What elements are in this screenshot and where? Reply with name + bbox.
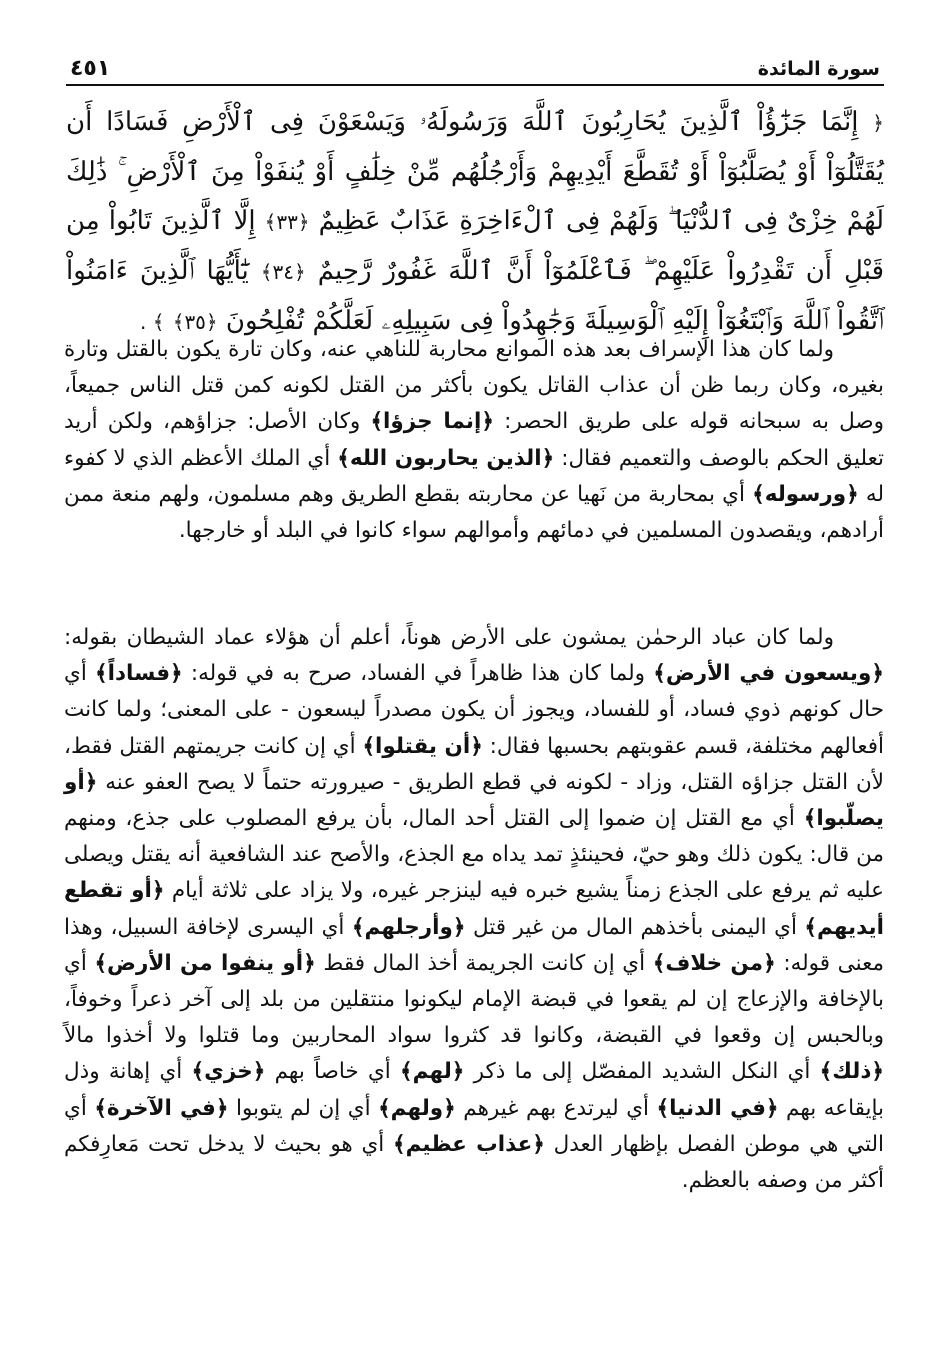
text-segment: أي مع القتل إن ضموا إلى القتل أحد المال، بأن يرفع المصلوب على جذع، ومنهم من قال: يكون ذلك وهو حيّ، فحينئذٍ تمد يداه مع الجذع، والأصح عند الشافعية أنه يقتل ويصلى عليه ثم يرفع على الجذع زمناً يشيع خبره فيه لينزجر غيره، ولا يزاد على ثلاثة أيام — [64, 806, 884, 904]
tafsir-paragraph-1 — [64, 332, 884, 549]
verse-open-bracket: ﴿ — [872, 111, 884, 135]
quote: ﴿في الدنيا﴾ — [656, 1095, 779, 1121]
text-segment: أي إهانة وذل بإيقاعه بهم — [64, 1059, 885, 1121]
text-segment: ولما كان هذا الإسراف بعد هذه الموانع محاربة للناهي عنه، وكان تارة يكون بالقتل وتارة بغيره، وكان ربما ظن أن عذاب القاتل يكون بأكثر من القتل لكونه كمن قتل الناس جميعاً، وصل به سبحانه قوله على طريق الحصر: — [64, 337, 884, 435]
text-segment: أي بالإخافة والإزعاج إن لم يقعوا في قبضة الإمام ليكونوا منتقلين من بلد إلى آخر ذعراً وخوفاً، وبالحبس إن وقعوا في القبضة، وكانوا قد كثروا سواد المحاربين وما قتلوا ولا أخذوا مالاً — [64, 950, 884, 1049]
quote: ﴿ذلك﴾ — [819, 1059, 884, 1085]
page-number: ٤٥١ — [70, 56, 111, 81]
text-segment: ولما كان عباد الرحمٰن يمشون على الأرض هوناً، أعلم أن هؤلاء عماد الشيطان بقوله: — [64, 625, 834, 650]
quote: ﴿خزي﴾ — [191, 1059, 266, 1085]
verse-33-number: ﴿٣٣﴾ — [264, 210, 310, 234]
text-segment: أي خاصاً بهم — [274, 1059, 391, 1085]
header-rule — [66, 84, 884, 86]
text-segment: أي حال كونهم ذوي فساد، أو للفساد، ويجوز أن يكون مصدراً ليسعون - على المعنى؛ ولما كانت أفعالهم مختلفة، قسم عقوبتهم بحسبها فقال: — [64, 661, 884, 759]
verse-35-number: ﴿٣٥﴾ — [172, 310, 218, 334]
text-segment: أي إن كانت الجريمة أخذ المال فقط — [323, 950, 646, 976]
text-segment: أي إن لم يتوبوا — [235, 1095, 371, 1121]
sura-name: سورة المائدة — [757, 58, 880, 80]
quote: ﴿ورسوله﴾ — [752, 481, 859, 507]
text-segment: ولما كان هذا ظاهراً في الفساد، صرح به في قوله: — [190, 661, 646, 687]
text-segment: وكان الأصل: جزاؤهم، ولكن أريد تعليق الحكم بالوصف والتعميم فقال: — [64, 409, 884, 471]
text-segment: أي التي هي موطن الفصل بإظهار العدل — [64, 1095, 884, 1157]
verse-34-text: إِلَّا ٱلَّذِينَ تَابُواْ مِن قَبْلِ أَن تَقْدِرُواْ عَلَيْهِمْ ۖ فَٱعْلَمُوٓاْ أَنَّ ٱللَّهَ غَفُورٌ رَّحِيمٌ — [66, 206, 884, 286]
text-segment: أي إن كانت جريمتهم القتل فقط، لأن القتل جزاؤه القتل، وزاد - لكونه في قطع الطريق - صيرورته حتماً لا يصح العفو عنه — [64, 733, 884, 795]
page-header — [70, 52, 880, 82]
verse-33-text: إِنَّمَا جَزَٰٓؤُاْ ٱلَّذِينَ يُحَارِبُونَ ٱللَّهَ وَرَسُولَهُۥ وَيَسْعَوْنَ فِى ٱلْأَرْضِ فَسَادًا أَن يُقَتَّلُوٓاْ أَوْ يُصَلَّبُوٓاْ أَوْ تُقَطَّعَ أَيْدِيهِمْ وَأَرْجُلُهُم مِّنْ خِلَٰفٍ أَوْ يُنفَوْاْ مِنَ ٱلْأَرْضِ ۚ ذَٰلِكَ لَهُمْ خِزْىٌ فِى ٱلدُّنْيَا ۖ وَلَهُمْ فِى ٱلْءَاخِرَةِ عَذَابٌ عَظِيمٌ — [66, 107, 885, 236]
quote: ﴿وأرجلهم﴾ — [351, 914, 466, 940]
text-segment: أي بمحاربة من نَهيا عن محاربته بقطع الطريق وهم مسلمون، ولهم منعة ممن أرادهم، ويقصدون المسلمين في دمائهم وأموالهم سواء كانوا في البلد أو خارجها. — [64, 481, 884, 544]
text-segment: أي هو بحيث لا يدخل تحت مَعارِفكم أكثر من وصفه بالعظم. — [64, 1131, 884, 1194]
quote: ﴿عذاب عظيم﴾ — [392, 1131, 545, 1157]
text-segment: أي اليسرى لإخافة السبيل، وهذا معنى قوله: — [64, 914, 884, 976]
verse-34-number: ﴿٣٤﴾ — [260, 260, 306, 284]
quote: ﴿أو ينفوا من الأرض﴾ — [94, 950, 316, 976]
tafsir-paragraph-2 — [64, 620, 884, 1199]
quote: ﴿إنما جزؤا﴾ — [370, 409, 494, 435]
quote: ﴿أو يصلّبوا﴾ — [64, 769, 884, 832]
quote: ﴿من خلاف﴾ — [652, 950, 776, 976]
text-segment: أي الملك الأعظم الذي لا كفوء له — [64, 445, 884, 507]
quote: ﴿أو تقطع أيديهم﴾ — [64, 878, 884, 940]
text-segment: أي النكل الشديد المفصّل إلى ما ذكر — [473, 1059, 811, 1085]
quote: ﴿لهم﴾ — [400, 1059, 465, 1085]
quote: ﴿أن يقتلوا﴾ — [362, 733, 483, 759]
text-segment: أي اليمنى بأخذهم المال من غير قتل — [473, 914, 797, 940]
text-segment: أي ليرتدع بهم غيرهم — [463, 1095, 650, 1121]
quote: ﴿ويسعون في الأرض﴾ — [653, 661, 884, 687]
verse-35-text: يَٰٓأَيُّهَا ٱلَّذِينَ ءَامَنُواْ ٱتَّقُواْ ٱللَّهَ وَٱبْتَغُوٓاْ إِلَيْهِ ٱلْوَسِيلَةَ وَجَٰهِدُواْ فِى سَبِيلِهِۦ لَعَلَّكُمْ تُفْلِحُونَ — [66, 256, 884, 336]
quran-verses — [66, 98, 884, 347]
quote: ﴿ولهم﴾ — [378, 1095, 456, 1121]
quote: ﴿في الآخرة﴾ — [94, 1095, 229, 1121]
quote: ﴿فساداً﴾ — [95, 661, 183, 687]
verse-close-bracket: ﴾ . — [140, 310, 165, 334]
quote: ﴿الذين يحاربون الله﴾ — [337, 445, 555, 471]
